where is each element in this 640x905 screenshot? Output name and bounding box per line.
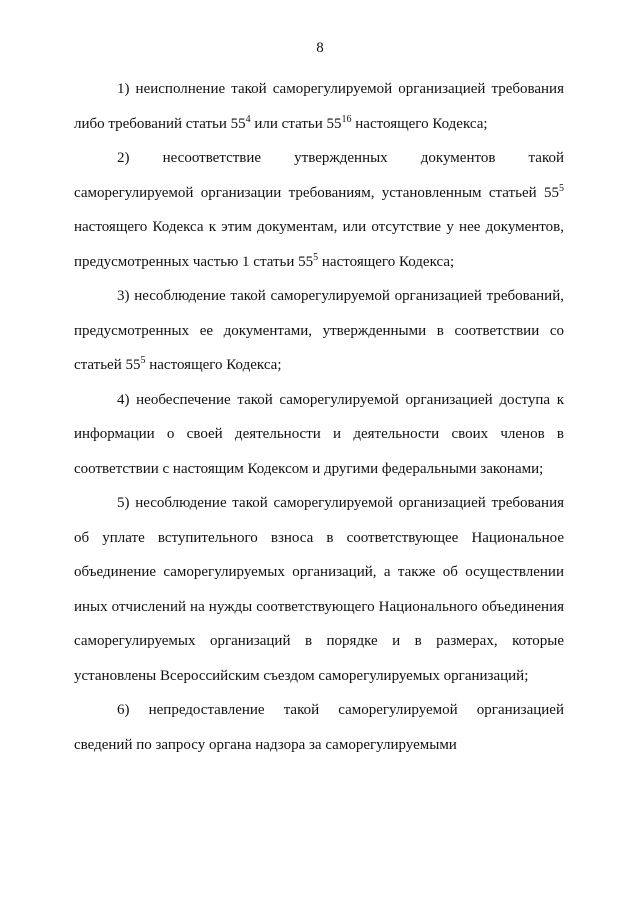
- paragraph-item-5: [74, 486, 564, 693]
- paragraph-text: или статьи 55: [250, 115, 342, 132]
- paragraph-text: настоящего Кодекса;: [318, 253, 455, 270]
- paragraph-text: 4) необеспечение такой саморегулируемой организацией доступа к информации о своей деятельности и деятельности своих членов в соответствии с настоящим Кодексом и другими федеральными законами;: [74, 391, 564, 477]
- paragraph-text: 1) неисполнение такой саморегулируемой организацией требования либо требований статьи 55: [74, 81, 564, 132]
- document-body: [74, 72, 564, 762]
- paragraph-text: 5) несоблюдение такой саморегулируемой организацией требования об уплате вступительного взноса в соответствующее Национальное объединение саморегулируемых организаций, а также об осуществлении иных отчислений на нужды соответствующего Национального объединения саморегулируемых организаций в порядке и в размерах, которые установлены Всероссийским съездом саморегулируемых организаций;: [74, 495, 564, 684]
- paragraph-text: настоящего Кодекса;: [351, 115, 488, 132]
- paragraph-item-2: [74, 141, 564, 279]
- superscript: 5: [559, 182, 564, 194]
- paragraph-item-6: [74, 693, 564, 762]
- paragraph-item-4: [74, 383, 564, 487]
- paragraph-text: 3) несоблюдение такой саморегулируемой организацией требований, предусмотренных ее документами, утвержденными в соответствии со статьей 55: [74, 288, 564, 373]
- paragraph-item-3: [74, 279, 564, 383]
- paragraph-text: настоящего Кодекса;: [145, 357, 282, 373]
- superscript: 5: [313, 251, 319, 263]
- superscript: 16: [341, 113, 352, 125]
- paragraph-text: настоящего Кодекса к этим документам, или отсутствие у нее документов, предусмотренных частью 1 статьи 55: [74, 219, 564, 270]
- paragraph-text: 2) несоответствие утвержденных документов такой саморегулируемой организации требованиям, установленным статьей 55: [74, 150, 564, 201]
- page-number: 8: [316, 40, 324, 56]
- paragraph-text: 6) непредоставление такой саморегулируемой организацией сведений по запросу органа надзора за саморегулируемыми: [74, 702, 564, 753]
- superscript: 4: [245, 113, 251, 125]
- superscript: 5: [140, 355, 146, 366]
- paragraph-item-1: [74, 72, 564, 141]
